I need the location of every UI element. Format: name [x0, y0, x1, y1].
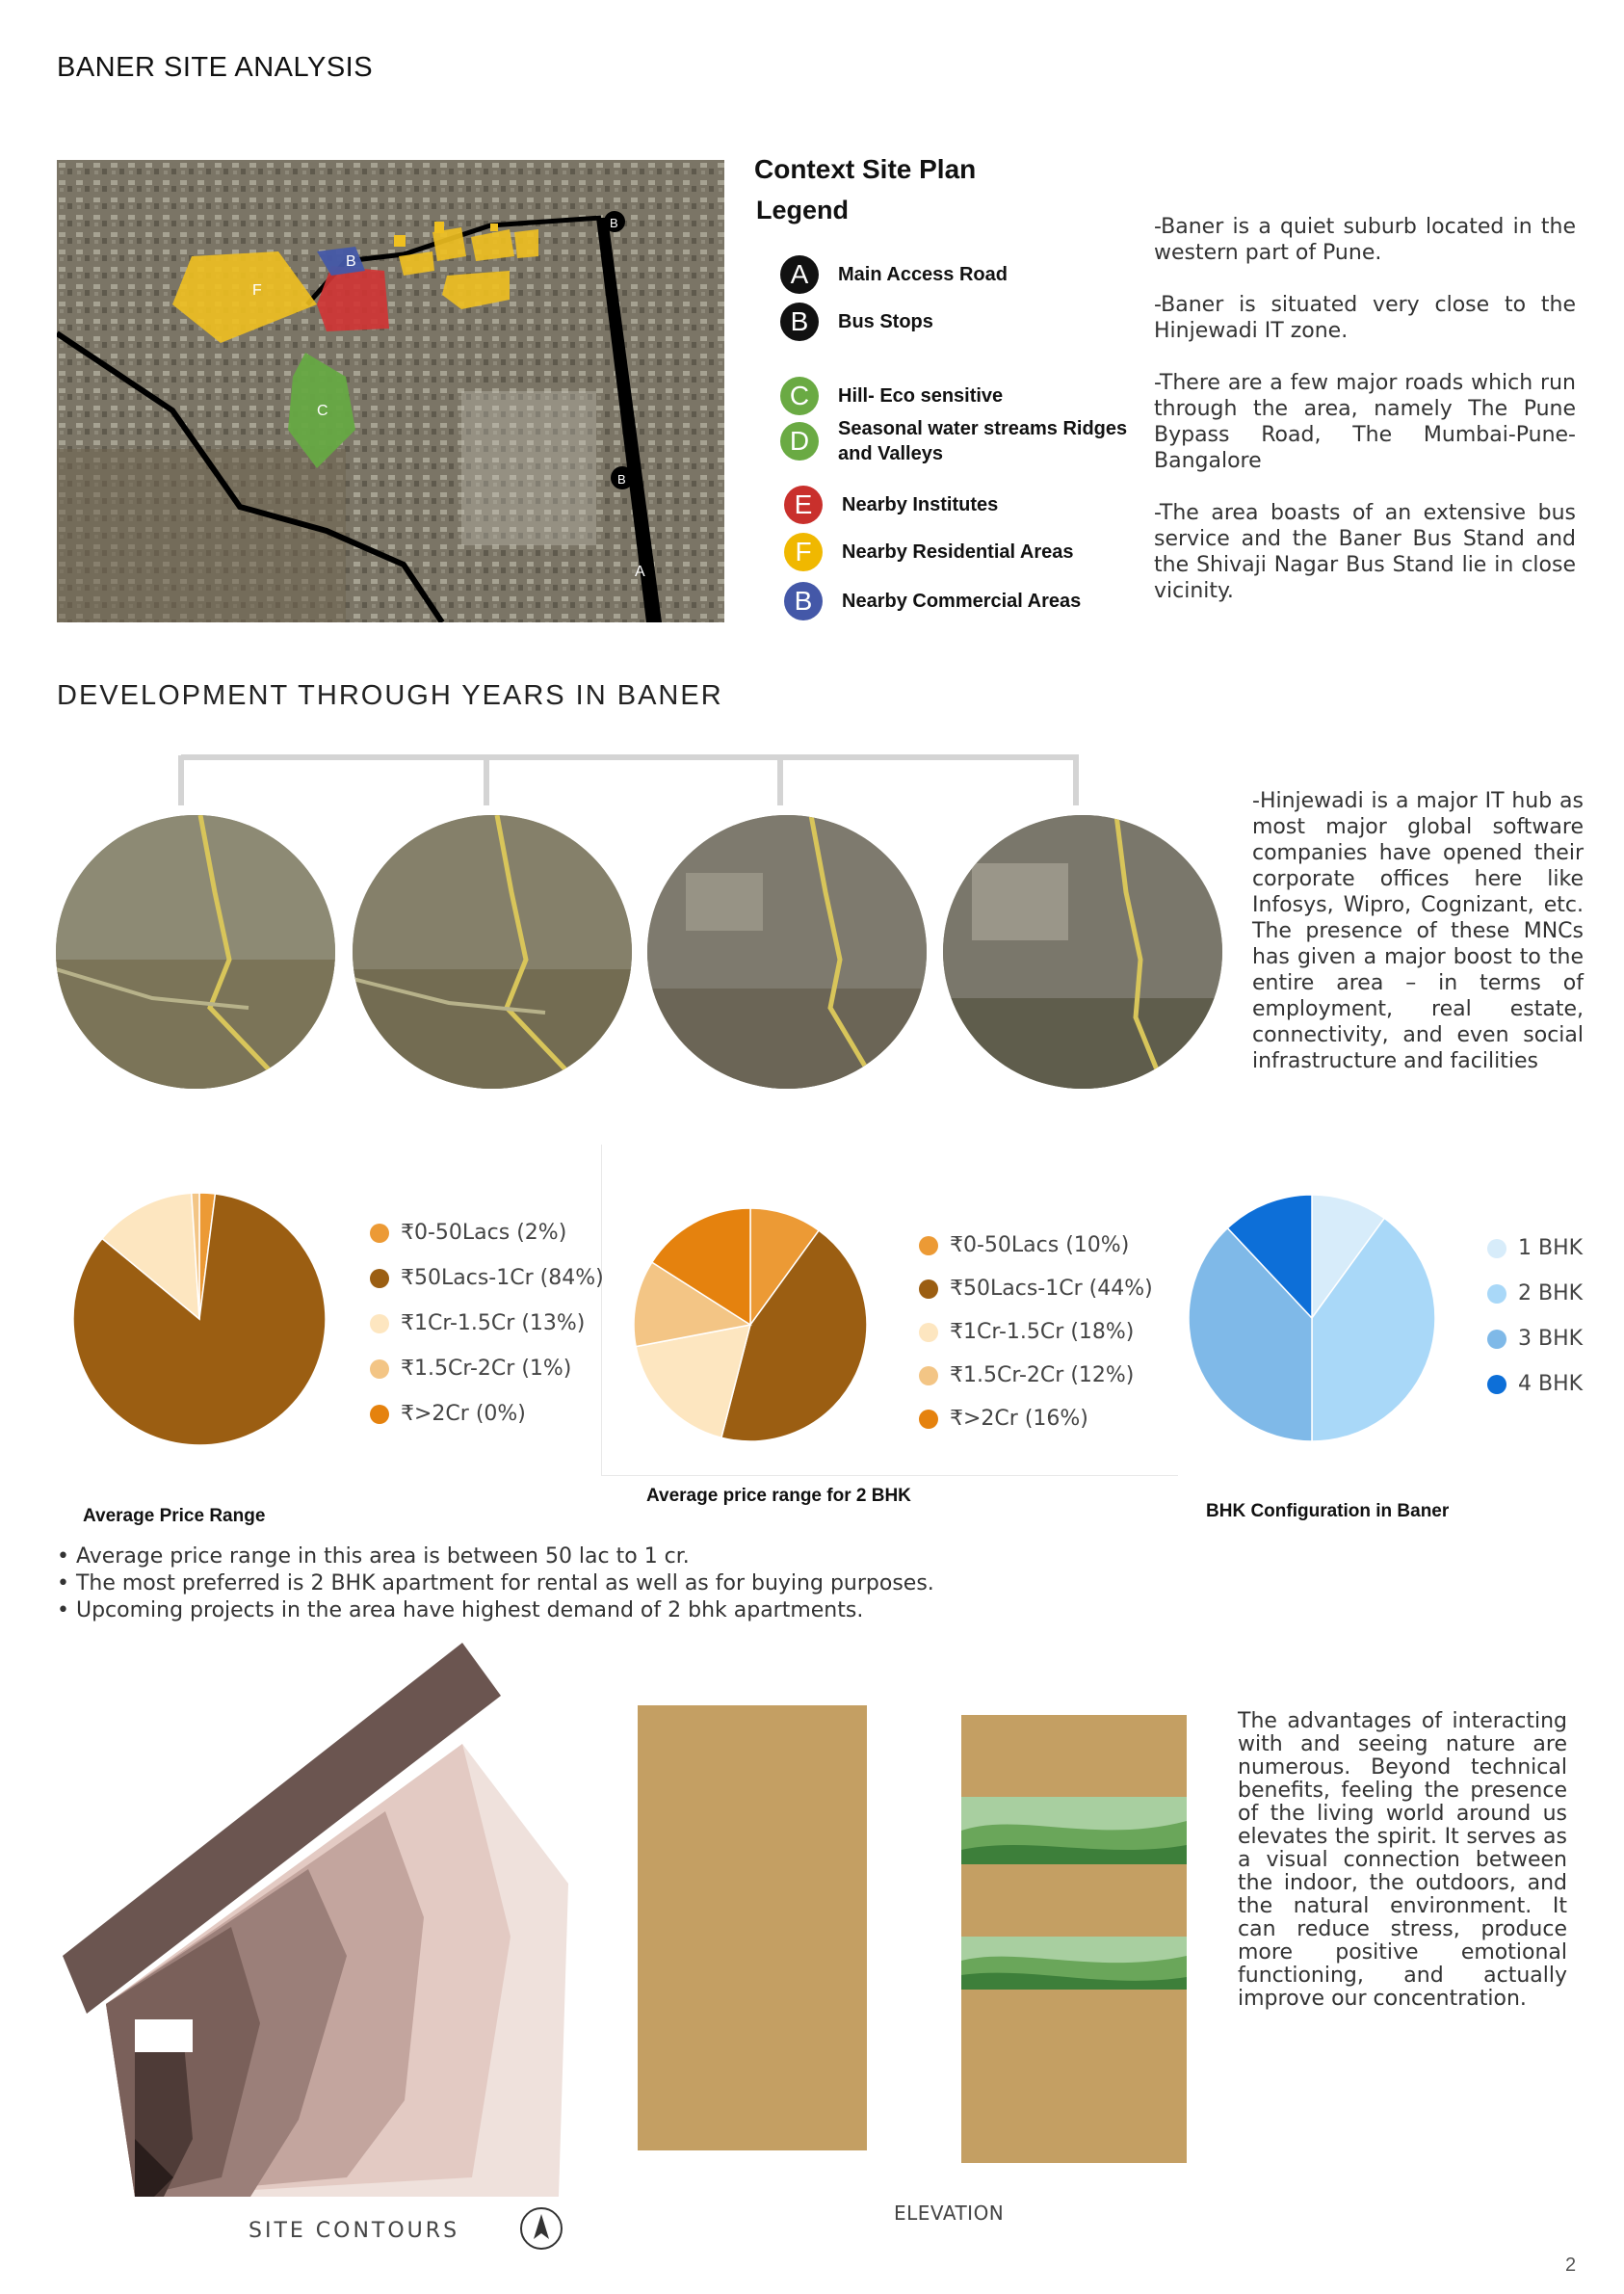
nature-description: The advantages of interacting with and seeing nature are numerous. Beyond technical benefits, feeling the presence of the living world around us elevates the spirit. It serves as a visual connection between the indoor, the outdoors, and the natural environment. It can reduce stress, produce more positive emotional functioning, and actually improve our concentration.: [1238, 1709, 1567, 2011]
legend-label: Bus Stops: [838, 311, 933, 332]
legend-badge-f: F: [784, 533, 823, 571]
legend-label: ₹>2Cr (0%): [401, 1402, 526, 1426]
development-photo-1: [56, 815, 335, 1089]
chart-caption-bhk-config: BHK Configuration in Baner: [1206, 1501, 1450, 1521]
legend-label: 1 BHK: [1518, 1236, 1584, 1260]
legend-item-water-streams: [780, 416, 1146, 466]
elevation-panel-solid: [638, 1705, 867, 2150]
development-photo-3: [647, 815, 927, 1089]
legend-badge-d: D: [780, 422, 819, 461]
legend-badge-c: C: [780, 377, 819, 415]
pie-legend-item: [1487, 1361, 1583, 1407]
page-title: BANER SITE ANALYSIS: [57, 52, 374, 83]
legend-item-commercial: [784, 582, 1081, 620]
legend-label: ₹1Cr-1.5Cr (18%): [950, 1320, 1135, 1344]
legend-swatch: [370, 1405, 389, 1424]
legend-swatch: [1487, 1239, 1506, 1258]
context-paragraph: -Baner is a quiet suburb located in the western part of Pune.: [1154, 215, 1576, 265]
legend-badge-e: E: [784, 486, 823, 524]
chart-caption-price-range: Average Price Range: [83, 1506, 266, 1526]
pie-legend-item: [370, 1391, 604, 1437]
legend-label: 4 BHK: [1518, 1372, 1584, 1396]
legend-label: ₹1.5Cr-2Cr (12%): [950, 1363, 1135, 1387]
legend-badge-a: A: [780, 255, 819, 294]
findings-list: [57, 1543, 934, 1624]
legend-label: 2 BHK: [1518, 1281, 1584, 1305]
legend-swatch: [919, 1410, 938, 1429]
site-contours-caption: SITE CONTOURS: [249, 2219, 460, 2243]
legend-item-bus-stops: [780, 303, 933, 341]
context-site-map: [57, 160, 724, 622]
legend-item-institutes: [784, 486, 998, 524]
legend-swatch: [1487, 1284, 1506, 1304]
legend-label: 3 BHK: [1518, 1327, 1584, 1351]
pie-legend-price-2bhk: [919, 1224, 1153, 1440]
legend-badge-b-commercial: B: [784, 582, 823, 620]
legend-label: Seasonal water streams Ridges and Valleys: [838, 418, 1128, 464]
development-heading: DEVELOPMENT THROUGH YEARS IN BANER: [57, 680, 723, 711]
pie-legend-item: [1487, 1271, 1583, 1316]
legend-swatch: [370, 1359, 389, 1379]
legend-label: Hill- Eco sensitive: [838, 385, 1004, 407]
legend-swatch: [370, 1224, 389, 1243]
legend-label: ₹1Cr-1.5Cr (13%): [401, 1311, 586, 1335]
legend-label: ₹50Lacs-1Cr (84%): [401, 1266, 604, 1290]
chart-caption-price-2bhk: Average price range for 2 BHK: [646, 1486, 911, 1506]
map-label-b: B: [346, 253, 356, 270]
legend-label: ₹0-50Lacs (2%): [401, 1221, 567, 1245]
legend-badge-b: B: [780, 303, 819, 341]
pie-legend-price-range: [370, 1210, 604, 1437]
legend-label: ₹0-50Lacs (10%): [950, 1233, 1130, 1257]
context-paragraph: -The area boasts of an extensive bus service and the Baner Bus Stand and the Shivaji Nagar Bus Stand lie in close vicinity.: [1154, 501, 1576, 603]
pie-legend-item: [919, 1397, 1153, 1440]
legend-swatch: [919, 1366, 938, 1385]
development-description: -Hinjewadi is a major IT hub as most major global software companies have opened their corporate offices here like Infosys, Wipro, Cognizant, etc. The presence of these MNCs has given a major boost to the entire area – in terms of employment, real estate, connectivity, and even social infrastructure and facilities: [1252, 789, 1584, 1073]
elevation-panel-green: [961, 1715, 1187, 2163]
development-photo-4: [943, 815, 1222, 1089]
legend-swatch: [919, 1236, 938, 1255]
map-label-b-stop1: B: [610, 216, 618, 230]
pie-legend-item: [370, 1255, 604, 1301]
finding-item: • Upcoming projects in the area have highest demand of 2 bhk apartments.: [57, 1598, 864, 1622]
map-label-a: A: [635, 564, 645, 580]
context-description: [1154, 214, 1576, 630]
pie-legend-item: [1487, 1226, 1583, 1271]
context-plan-heading: Context Site Plan: [754, 154, 977, 184]
legend-item-main-access-road: [780, 255, 1008, 294]
timeline-connector: [173, 751, 1088, 809]
pie-chart-price-2bhk: [630, 1204, 871, 1445]
pie-legend-item: [370, 1346, 604, 1391]
legend-label: ₹50Lacs-1Cr (44%): [950, 1277, 1153, 1301]
legend-swatch: [1487, 1375, 1506, 1394]
legend-label: Main Access Road: [838, 264, 1008, 285]
legend-label: ₹>2Cr (16%): [950, 1407, 1088, 1431]
site-contours-drawing: [58, 1638, 578, 2216]
pie-chart-bhk-config: [1185, 1191, 1439, 1445]
map-label-c: C: [317, 403, 328, 419]
pie-legend-item: [919, 1267, 1153, 1310]
legend-label: Nearby Institutes: [842, 494, 999, 515]
north-arrow-icon: [517, 2204, 565, 2253]
legend-swatch: [370, 1314, 389, 1333]
legend-swatch: [1487, 1330, 1506, 1349]
map-label-b-stop2: B: [617, 472, 626, 487]
legend-swatch: [919, 1279, 938, 1299]
legend-label: ₹1.5Cr-2Cr (1%): [401, 1357, 572, 1381]
finding-item: • Average price range in this area is between 50 lac to 1 cr.: [57, 1544, 690, 1569]
map-label-f: F: [252, 282, 262, 299]
page-number: 2: [1565, 2254, 1577, 2276]
satellite-map-image: [57, 160, 724, 622]
context-paragraph: -There are a few major roads which run through the area, namely The Pune Bypass Road, The Mumbai-Pune-Bangalore: [1154, 371, 1576, 473]
legend-label: Nearby Residential Areas: [842, 541, 1074, 563]
pie-legend-item: [919, 1354, 1153, 1397]
development-photo-2: [353, 815, 632, 1089]
legend-swatch: [370, 1269, 389, 1288]
context-paragraph: -Baner is situated very close to the Hinjewadi IT zone.: [1154, 293, 1576, 343]
legend-title: Legend: [756, 196, 850, 224]
legend-label: Nearby Commercial Areas: [842, 591, 1082, 612]
pie-legend-item: [919, 1224, 1153, 1267]
pie-legend-item: [370, 1210, 604, 1255]
legend-item-hill: [780, 377, 1003, 415]
pie-legend-item: [1487, 1316, 1583, 1361]
pie-chart-price-range: [69, 1189, 329, 1449]
legend-swatch: [919, 1323, 938, 1342]
finding-item: • The most preferred is 2 BHK apartment for rental as well as for buying purposes.: [57, 1571, 934, 1595]
pie-legend-bhk-config: [1487, 1226, 1583, 1407]
pie-legend-item: [370, 1301, 604, 1346]
legend-item-residential: [784, 533, 1073, 571]
pie-legend-item: [919, 1310, 1153, 1354]
elevation-caption: ELEVATION: [894, 2202, 1005, 2225]
